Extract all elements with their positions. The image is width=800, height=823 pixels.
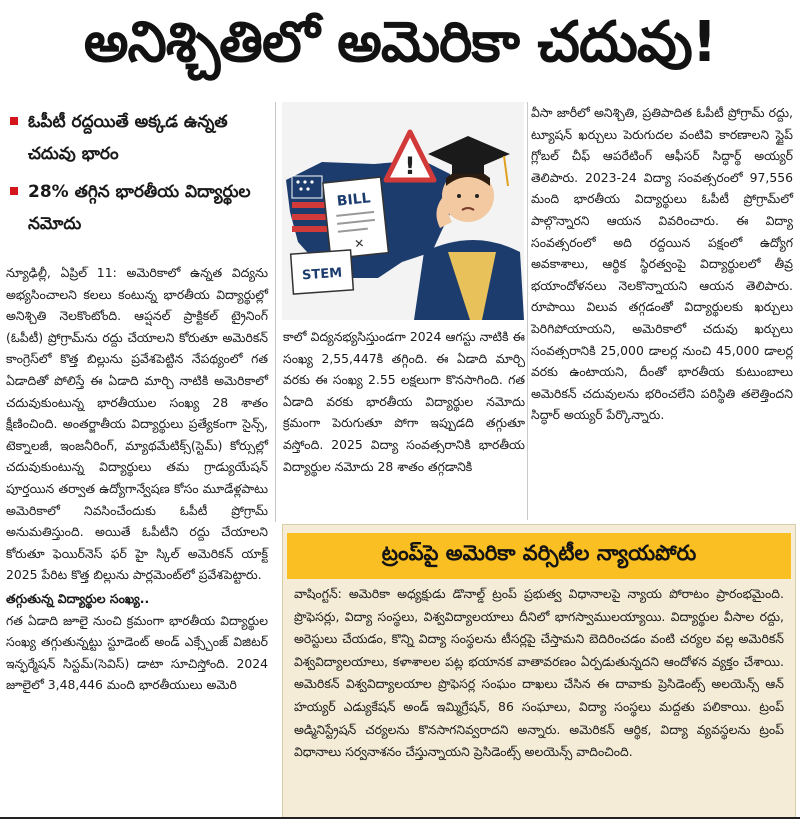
article-column-1 [6,262,268,696]
body-paragraph: వీసా జారీలో అనిశ్చితి, ప్రతిపాదిత ఓపీటీ ప్రోగ్రామ్ రద్దు, ట్యూషన్ ఖర్చులు పెరుగుదల వంటివి కారణాలని స్టైప్ గ్లోబల్ చీఫ్ ఆపరేటింగ్ ఆఫీసర్ సిద్ధార్థ్ అయ్యర్ తెలిపారు. 2023-24 విద్యా సంవత్సరంలో 97,556 మంది భారతీయ విద్యార్థులు ఓపీటీ ప్రోగ్రామ్‌లో పాల్గొన్నారని ఆయన వివరించారు. ఈ విద్యా సంవత్సరంలో అది రద్దయిన పక్షంలో ఉద్యోగ అవకాశాలు, ఆర్థిక స్థిరత్వంపై విద్యార్థులలో తీవ్ర భయాందోళనలు నెలకొన్నాయని ఆయన తెలిపారు. రూపాయి విలువ తగ్గడంతో విద్యార్థులకు ఖర్చులు పెరిగిపోయాయని, అమెరికాలో చదువు ఖర్చులు సంవత్సరానికి 25,000 డాలర్ల నుంచి 45,000 డాలర్ల వరకు ఉంటాయని, దీంతో భారతీయ కుటుంబాలు అమెరికన్ చదువులను భరించలేని పరిస్థితి తలెత్తిందని సిద్ధార్ అయ్యర్ పేర్కొన్నారు. [531,105,793,423]
bill-label: BILL [336,190,372,210]
highlight-text: 28% తగ్గిన భారతీయ విద్యార్థుల నమోదు [28,182,251,234]
article-column-mid [283,326,525,477]
article-column-right [531,102,793,426]
warning-icon: ! [404,152,416,180]
svg-text:✕: ✕ [353,236,366,252]
stem-label: STEM [301,265,343,284]
subheading: తగ్గుతున్న విద్యార్థుల సంఖ్య.. [6,590,150,606]
body-paragraph: న్యూఢిల్లీ, ఏప్రిల్ 11: అమెరికాలో ఉన్నత విద్యను అభ్యసించాలని కలలు కంటున్న భారతీయ విద్యార్థుల్లో అనిశ్చితి నెలకొంటోంది. ఆప్షనల్ ప్రాక్టికల్ ట్రైనింగ్ (ఓపీటీ) ప్రోగ్రామ్‌ను రద్దు చేయాలని కోరుతూ అమెరికన్ కాంగ్రెస్‌లో కొత్త బిల్లును ప్రవేశపెట్టిన నేపథ్యంలో గత ఏడాదితో పోలిస్తే ఈ ఏడాది మార్చి నాటికి అమెరికాలో చదువుకుంటున్న భారతీయుల సంఖ్య 28 శాతం క్షీణించింది. అంతర్జాతీయ విద్యార్థులు ప్రత్యేకంగా సైన్స్, టెక్నాలజీ, ఇంజనీరింగ్, మ్యాథమేటిక్స్(స్టెమ్) కోర్సుల్లో చదువుకుంటున్న విద్యార్థులు తమ గ్రాడ్యుయేషన్ పూర్తయిన తర్వాత ఉద్యోగాన్వేషణ కోసం మూడేళ్లపాటు అమెరికాలో నివసించేందుకు ఓపీటీ ప్రోగ్రామ్ అనుమతిస్తుంది. అయితే ఓపీటీని రద్దు చేయాలని కోరుతూ ఫెయిర్‌నెస్ ఫర్ హై స్కిల్ అమెరికన్ యాక్ట్ 2025 పేరిట కొత్త బిల్లును పార్లమెంట్‌లో ప్రవేశపెట్టారు. [6,265,268,583]
student-illustration [282,102,524,320]
bullet-square-icon [10,187,18,195]
box-heading: ట్రంప్‌పై అమెరికా వర్సిటీల న్యాయపోరు [287,533,791,579]
sidebar-story-box [282,524,796,819]
body-paragraph: కాలో విద్యనభ్యసిస్తుండగా 2024 ఆగస్టు నాటికి ఈ సంఖ్య 2,55,447కి తగ్గింది. ఈ ఏడాది మార్చి వరకు ఈ సంఖ్య 2.55 లక్షలుగా కొనసాగింది. గత ఏడాది వరకు భారతీయ విద్యార్థుల నమోదు క్రమంగా పెరుగుతూ పోగా ఇప్పుడది తగ్గుతూ వస్తోంది. 2025 విద్యా సంవత్సరానికి భారతీయ విద్యార్థుల నమోదు 28 శాతం తగ్గడానికి [283,329,525,474]
box-paragraph: వాషింగ్టన్: అమెరికా అధ్యక్షుడు డొనాల్డ్ ట్రంప్ ప్రభుత్వ విధానాలపై న్యాయ పోరాటం ప్రారంభమైంది. ప్రొఫెసర్లు, విద్యా సంస్థలు, విశ్వవిద్యాలయాలు దీనిలో భాగస్వాములయ్యాయి. విద్యార్థుల వీసాల రద్దు, అరెస్టులు చేయడం, కొన్ని విద్యా సంస్థలను టీసర్లపై చేస్తామని బెదిరించడం వంటి చర్యల వల్ల అమెరికన్ విశ్వవిద్యాలయాలు, కళాశాలల పట్ల భయానక వాతావరణం ఏర్పడుతున్నదని ఆందోళన వ్యక్తం చేశాయి. అమెరికన్ విశ్వవిద్యాలయాల ప్రొఫెసర్ల సంఘం దాఖలు చేసిన ఈ దావాకు ప్రెసిడెంట్స్ అలయెన్స్ ఆన్ హయ్యర్ ఎడ్యుకేషన్ అండ్ ఇమ్మిగ్రేషన్, 86 సంఘాలు, విద్యా సంస్థలు మద్దతు పలికాయి. ట్రంప్ అడ్మినిస్ట్రేషన్ చర్యలను కొనసాగనివ్వరాదని అన్నారు. అమెరికన్ ఆర్థిక, విద్యా వ్యవస్థలను ట్రంప్ విధానాలు సర్వనాశనం చేస్తున్నాయని ప్రెసిడెంట్స్ అలయెన్స్ వాదించింది. [294,586,784,760]
highlight-text: ఓపీటీ రద్దయితే అక్కడ ఉన్నత చదువు భారం [28,112,228,164]
body-paragraph: గత ఏడాది జూలై నుంచి క్రమంగా భారతీయ విద్యార్థుల సంఖ్య తగ్గుతున్నట్టు స్టూడెంట్ అండ్ ఎక్స్చేంజ్ విజిటర్ ఇన్ఫర్మేషన్ సిస్టమ్(సెవిస్) డాటా సూచిస్తోంది. 2024 జూలైలో 3,48,446 మంది భారతీయులు అమెరి [6,612,268,693]
highlight-item [6,106,264,170]
bullet-square-icon [10,117,18,125]
column-divider [527,102,528,520]
column-divider [275,102,276,522]
highlight-item [6,176,264,240]
headline: అనిశ్చితిలో అమెరికా చదువు! [83,9,717,75]
bottom-rule [0,817,800,819]
highlight-bullets [6,106,264,246]
